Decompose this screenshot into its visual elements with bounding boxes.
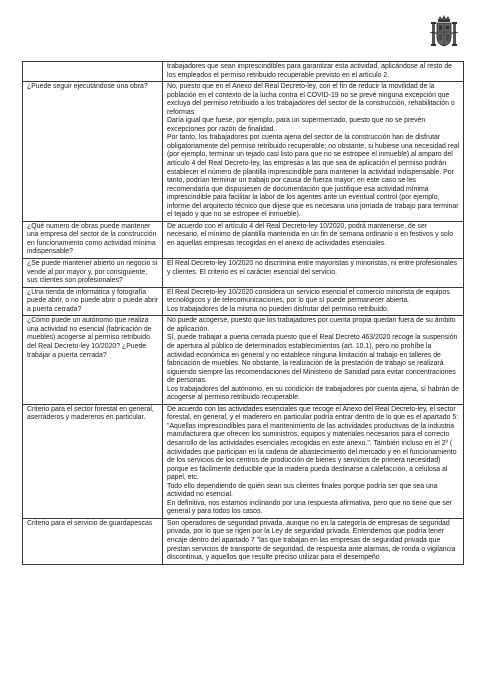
faq-question: ¿Qué numero de obras puede mantener una empresa del sector de la construcción en funcionamiento como actividad mínima indispensable? xyxy=(23,221,163,258)
faq-question: ¿Cómo puede un autónomo que realiza una actividad no esencial (fabricación de muebles) acogerse al permiso retribuido del Real Decreto-ley 10/2020? ¿Puede trabajar a puerta cerrada? xyxy=(23,316,163,404)
answer-paragraph: Sí, puede trabajar a puerta cerrada puesto que el Real Decreto 463/2020 recoge la suspensión de apertura al público de determinados establecimientos (art. 10.1), pero no prohíbe la actividad económica en general y no establece ninguna limitación al trabajo en talleres de fabricación de muebles. No obstante, la realización de la prestación de trabajo se realizará siguiendo siempre las recomendaciones del Ministerio de Sanidad para evitar concentraciones de personas. xyxy=(167,334,458,385)
faq-row xyxy=(23,221,464,258)
faq-question: ¿Una tienda de informática y fotografía puede abrir, o no puede abrir o puede abrir a puerta cerrada? xyxy=(23,287,163,316)
faq-answer xyxy=(163,259,464,288)
answer-paragraph: trabajadores que sean imprescindibles para garantizar esta actividad, aplicándose al resto de los empleados el permiso retribuido recuperable previsto en el artículo 2. xyxy=(167,63,452,79)
faq-row xyxy=(23,287,464,316)
answer-paragraph: Los trabajadores del autónomo, en su condición de trabajadores por cuenta ajena, sí habrán de acogerse al permiso retribuido recuperable. xyxy=(167,385,459,402)
faq-row xyxy=(23,82,464,222)
faq-question: Criterio para el servicio de guardapescas xyxy=(23,518,163,564)
faq-answer xyxy=(163,221,464,258)
faq-table-body xyxy=(23,62,464,565)
answer-paragraph: De acuerdo con las actividades esenciales que recoge el Anexo del Real Decreto-ley, el sector forestal, en general, y el maderero en particular podría entrar dentro de lo que es el apartado 5: "Aquellas imprescindibles para el mantenimiento de las actividades productivas de la industria manufacturera que ofrecen los suministros, equipos y materiales necesarios para el correcto desarrollo de las actividades esenciales recogidas en este anexo.". También incluso en el 2º ( actividades que participan en la cadena de abastecimiento del mercado y en el funcionamiento de los servicios de los centros de producción de bienes y servicios de primera necesidad) porque es fácilmente deducible que la madera pueda destinarse a calefacción, a celulosa al papel, etc. xyxy=(167,405,459,482)
answer-paragraph: El Real Decreto-ley 10/2020 no discrimina entre mayoristas y minoristas, ni entre profesionales y clientes. El criterio es el carácter esencial del servicio. xyxy=(167,260,457,276)
faq-question: ¿Se puede mantener abierto un negocio si vende al por mayor y, por consiguiente, sus clientes son profesionales? xyxy=(23,259,163,288)
faq-answer xyxy=(163,82,464,222)
faq-question: Criterio para el sector forestal en general, aserraderos y madereros en particular. xyxy=(23,404,163,518)
answer-paragraph: No puede acogerse, puesto que los trabajadores por cuenta propia quedan fuera de su ámbito de aplicación. xyxy=(167,317,456,333)
faq-row xyxy=(23,404,464,518)
faq-question xyxy=(23,62,163,82)
answer-paragraph: Por tanto, los trabajadores por cuenta ajena del sector de la construcción han de disfrutar obligatoriamente del permiso retribuido recuperable; no obstante, si hubiese una necesidad real (por ejemplo, terminar un tejado casi listo para que no se estropee el inmueble) al amparo del artículo 4 del Real Decreto-ley, las empresas a las que sea de aplicación el permiso podrán establecer el número de plantilla imprescindible para mantener la actividad indispensable. Por tanto, podrían terminar un trabajo por causa de fuerza mayor; en este caso se les recomendaría que dispusiesen de documentación que justifique esa actividad mínima imprescindible para facilitar la labor de los agentes ante un eventual control (por ejemplo, informe del arquitecto técnico que dijese que es necesaria una jornada de trabajo para terminar el tejado y que no se estropee el inmueble). xyxy=(167,134,460,219)
faq-table xyxy=(22,61,464,565)
faq-answer xyxy=(163,518,464,564)
answer-paragraph: Todo ello dependiendo de quién sean sus clientes finales porque podría ser que sea una actividad no esencial. xyxy=(167,482,438,499)
faq-row xyxy=(23,518,464,564)
faq-row xyxy=(23,62,464,82)
faq-answer xyxy=(163,62,464,82)
coat-of-arms-icon xyxy=(430,13,458,53)
answer-paragraph: De acuerdo con el artículo 4 del Real Decreto-ley 10/2020, podrá mantenerse, de ser necesario, el mínimo de plantilla mantenida en un fin de semana ordinario o en festivos y solo en aquellas empresas recogidas en el anexo de actividades esenciales. xyxy=(167,222,454,247)
answer-paragraph: Daría igual que fuese, por ejemplo, para un supermercado, puesto que no se prevén excepciones por razón de finalidad. xyxy=(167,117,426,133)
answer-paragraph: En definitiva, nos estamos inclinando por una respuesta afirmativa, pero que no tiene que ser general y para todos los casos. xyxy=(167,499,452,516)
faq-row xyxy=(23,259,464,288)
answer-paragraph: Son operadores de seguridad privada, aunque no en la categoría de empresas de seguridad privada, por lo que se rigen por la Ley de seguridad privada. Entendemos que podría tener encaje dentro del apartado 7 "las que trabajan en las empresas de seguridad privada que prestan servicios de transporte de seguridad, de respuesta ante alarmas, de ronda o vigilancia discontinua, y aquellos que resulte preciso utilizar para el desempeño xyxy=(167,519,456,562)
answer-paragraph: El Real Decreto-ley 10/2020 considera un servicio esencial el comercio minorista de equipos tecnológicos y de telecomunicaciones, por lo que sí puede permanecer abierta. xyxy=(167,288,450,305)
faq-question: ¿Puede seguir ejecutándose una obra? xyxy=(23,82,163,222)
answer-paragraph: No, puesto que en el Anexo del Real Decreto-ley, con el fin de reducir la movilidad de la población en el contexto de la lucha contra el COVID-19 no se prevé ninguna excepción que excluya del permiso retribuido a los trabajadores del sector de la construcción, rehabilitación o reformas. xyxy=(167,83,455,116)
faq-answer xyxy=(163,404,464,518)
answer-paragraph: Los trabajadores de la misma no pueden disfrutar del permiso retribuido. xyxy=(167,305,389,313)
faq-row xyxy=(23,316,464,404)
faq-answer xyxy=(163,287,464,316)
faq-answer xyxy=(163,316,464,404)
